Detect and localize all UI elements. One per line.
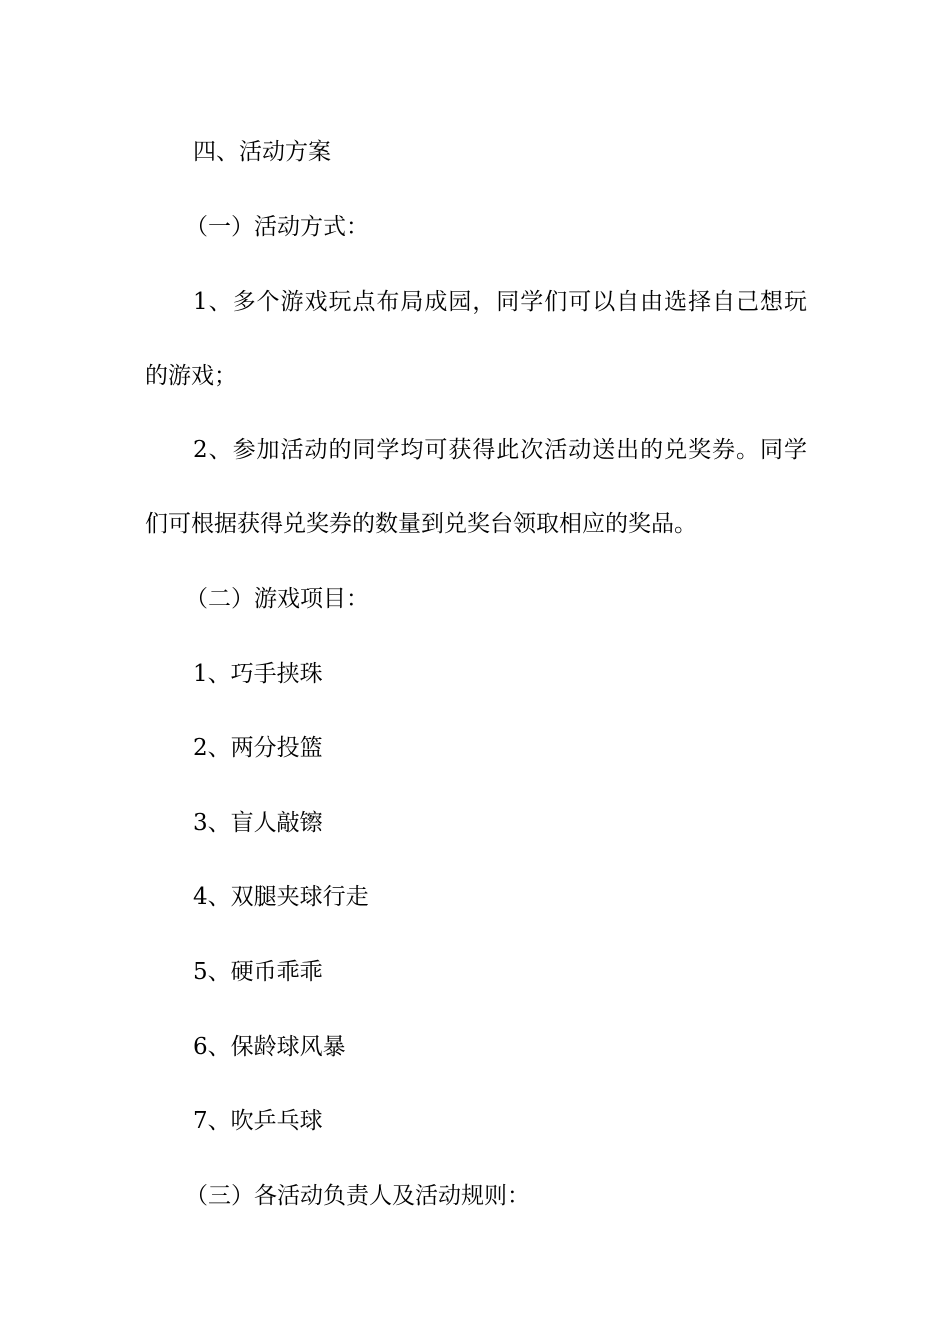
game-list-item: 2、两分投篮 <box>193 735 323 761</box>
game-list-item: 1、巧手挟珠 <box>193 661 323 687</box>
paragraph-item-2-line-2: 们可根据获得兑奖券的数量到兑奖台领取相应的奖品。 <box>145 511 697 537</box>
subsection-title-leaders-and-rules: （三）各活动负责人及活动规则： <box>185 1183 530 1209</box>
subsection-title-game-items: （二）游戏项目： <box>185 586 369 612</box>
game-list-item: 3、盲人敲镲 <box>193 810 323 836</box>
paragraph-item-1-line-1: 1、多个游戏玩点布局成园，同学们可以自由选择自己想玩 <box>193 289 807 315</box>
game-list-item: 6、保龄球风暴 <box>193 1034 346 1060</box>
game-list-item: 4、双腿夹球行走 <box>193 884 369 910</box>
game-list-item: 7、吹乒乓球 <box>193 1108 323 1134</box>
paragraph-item-1-line-2: 的游戏； <box>145 363 237 389</box>
section-heading: 四、活动方案 <box>193 139 331 165</box>
game-list-item: 5、硬币乖乖 <box>193 959 323 985</box>
subsection-title-activity-method: （一）活动方式： <box>185 214 369 240</box>
paragraph-item-2-line-1: 2、参加活动的同学均可获得此次活动送出的兑奖券。同学 <box>193 437 807 463</box>
